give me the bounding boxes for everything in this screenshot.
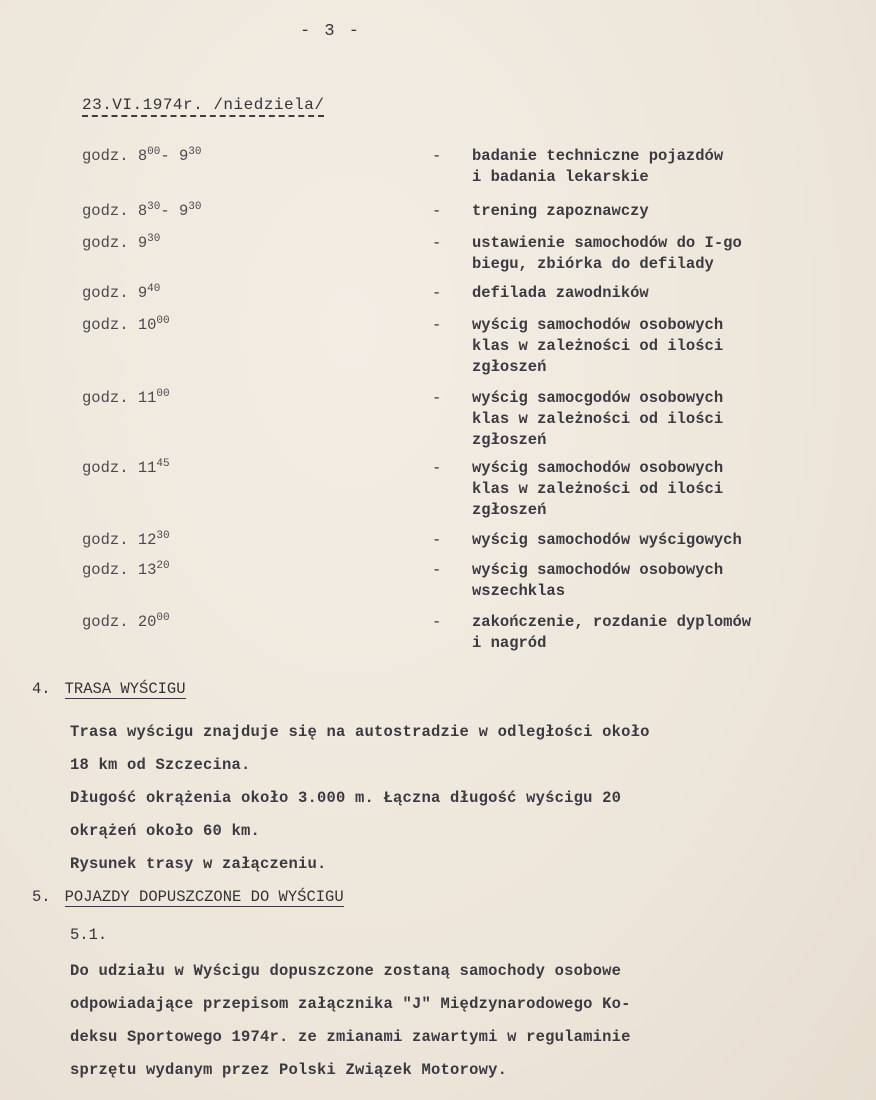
vehicles-paragraph	[70, 955, 840, 1087]
text-line: deksu Sportowego 1974r. ze zmianami zawartymi w regulaminie	[70, 1028, 631, 1046]
schedule-time: godz. $8^{30}-$ $9^{30}$	[82, 201, 202, 220]
route-paragraph	[70, 716, 840, 881]
schedule-dash: -	[432, 389, 442, 407]
text-line: Rysunek trasy w załączeniu.	[70, 855, 327, 873]
page-number: - 3 -	[300, 22, 362, 41]
text-line: 18 km od Szczecina.	[70, 756, 251, 774]
date-heading: 23.VI.1974r. /niedziela/	[82, 96, 324, 117]
schedule-time: godz. $10^{00}$	[82, 315, 170, 334]
text-line: Do udziału w Wyścigu dopuszczone zostaną samochody osobowe	[70, 962, 622, 980]
text-line: Trasa wyścigu znajduje się na autostradzie w odległości około	[70, 723, 650, 741]
schedule-time: godz. $11^{45}$	[82, 458, 170, 477]
schedule-description: defilada zawodników	[472, 284, 649, 302]
schedule-description: zakończenie, rozdanie dyplomów i nagród	[472, 613, 752, 652]
section-title: POJAZDY DOPUSZCZONE DO WYŚCIGU	[64, 888, 344, 906]
schedule-description: trening zapoznawczy	[472, 202, 649, 220]
schedule-description: wyścig samochodów wyścigowych	[472, 531, 742, 549]
schedule-description: wyścig samochodów osobowych klas w zależności od ilości zgłoszeń	[472, 316, 724, 376]
schedule-dash: -	[432, 147, 442, 165]
schedule-time: godz. $13^{20}$	[82, 560, 170, 579]
schedule-description: wyścig samochodów osobowych wszechklas	[472, 561, 724, 600]
schedule-dash: -	[432, 234, 442, 252]
schedule-description: wyścig samocgodów osobowych klas w zależności od ilości zgłoszeń	[472, 389, 724, 449]
text-line: odpowiadające przepisom załącznika "J" Międzynarodowego Ko-	[70, 995, 631, 1013]
schedule-time: godz. $8^{00}-$ $9^{30}$	[82, 146, 202, 165]
schedule-time: godz. $11^{00}$	[82, 388, 170, 407]
schedule-dash: -	[432, 531, 442, 549]
schedule-description: wyścig samochodów osobowych klas w zależności od ilości zgłoszeń	[472, 459, 724, 519]
section-title: TRASA WYŚCIGU	[64, 680, 186, 698]
section-number: 5.	[32, 888, 51, 906]
schedule-description: badanie techniczne pojazdów i badania lekarskie	[472, 147, 724, 186]
schedule-dash: -	[432, 316, 442, 334]
schedule-dash: -	[432, 613, 442, 631]
section-heading-vehicles	[32, 888, 344, 906]
schedule-description: ustawienie samochodów do I-go biegu, zbiórka do defilady	[472, 234, 742, 273]
schedule-time: godz. $20^{00}$	[82, 612, 170, 631]
schedule-time: godz. $12^{30}$	[82, 530, 170, 549]
schedule-dash: -	[432, 202, 442, 220]
schedule-time: godz. $9^{30}$	[82, 233, 161, 252]
text-line: Długość okrążenia około 3.000 m. Łączna długość wyścigu 20	[70, 789, 622, 807]
schedule-dash: -	[432, 284, 442, 302]
text-line: okrążeń około 60 km.	[70, 822, 261, 840]
section-number: 4.	[32, 680, 51, 698]
section-heading-route	[32, 680, 186, 698]
schedule-dash: -	[432, 459, 442, 477]
subsection-number: 5.1.	[70, 926, 108, 944]
text-line: sprzętu wydanym przez Polski Związek Motorowy.	[70, 1061, 508, 1079]
schedule-time: godz. $9^{40}$	[82, 283, 161, 302]
schedule-dash: -	[432, 561, 442, 579]
